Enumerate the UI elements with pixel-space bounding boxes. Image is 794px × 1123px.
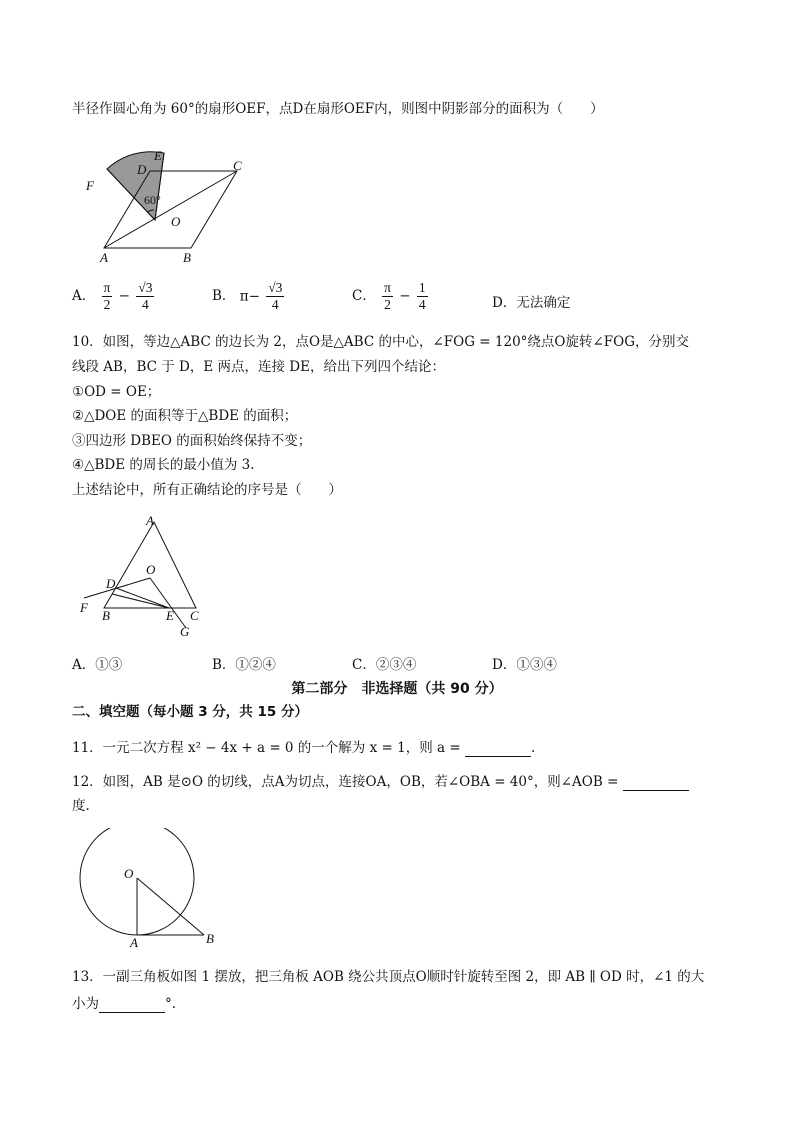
q10-conclusion-2: ②△DOE 的面积等于△BDE 的面积； [72,408,298,424]
q9-label-F: F [86,178,94,193]
q9-option-a[interactable]: A． $\frac{\pi}{2}$ − $\frac{√3}{4}$ [72,280,153,312]
q10-label-E: E [166,608,174,623]
q9-label-E: E [154,148,162,163]
q12-line1 [72,772,689,791]
q9-option-d[interactable]: D．无法确定 [492,295,571,311]
part2-title: 第二部分 非选择题（共 90 分） [291,681,503,697]
q10-conclusion-3: ③四边形 DBEO 的面积始终保持不变； [72,433,312,449]
q10-stem-line1: 10．如图，等边△ABC 的边长为 2，点O是△ABC 的中心，∠FOG = 120°绕点O旋转∠FOG，分别交 [72,334,690,350]
q10-label-A: A [146,513,154,528]
q9-label-A: A [100,250,108,265]
q10-figure [74,512,214,642]
q9-label-angle: 60° [144,193,161,207]
q12-line2: 度. [72,798,90,814]
q9-option-b[interactable]: B． π− $\frac{√3}{4}$ [212,280,283,312]
q10-question: 上述结论中，所有正确结论的序号是（ ） [72,482,342,498]
q10-option-d[interactable]: D．①③④ [492,657,557,673]
q12-text: 12．如图，AB 是⊙O 的切线，点A为切点，连接OA，OB，若∠OBA = 40°，则∠AOB = [72,774,619,790]
q12-answer-blank[interactable] [623,772,689,791]
q9-label-O: O [171,214,181,229]
q9-stem: 半径作圆心角为 60°的扇形OEF，点D在扇形OEF内，则图中阴影部分的面积为（ ） [72,101,604,117]
section2-title: 二、填空题（每小题 3 分，共 15 分） [72,704,308,720]
q10-label-O: O [146,562,156,577]
q10-label-D: D [106,576,116,591]
q10-conclusion-1: ①OD = OE； [72,384,161,400]
q10-label-F: F [80,600,88,615]
q9-figure [70,146,260,266]
q10-option-a[interactable]: A．①③ [72,657,123,673]
q10-conclusion-4: ④△BDE 的周长的最小值为 3. [72,457,255,473]
q9-label-D: D [137,162,147,177]
q10-label-C: C [190,608,199,623]
q10-label-B: B [102,608,110,623]
q13-line1: 13．一副三角板如图 1 摆放，把三角板 AOB 绕公共顶点O顺时针旋转至图 2，即 AB ∥ OD 时，∠1 的大 [72,969,705,985]
q10-option-c[interactable]: C．②③④ [352,657,417,673]
q12-label-A: A [130,935,138,950]
q10-label-G: G [180,624,190,639]
q11: 11．一元二次方程 x² − 4x + a = 0 的一个解为 x = 1，则 a = . [72,740,536,756]
q12-figure [76,828,226,950]
q9-label-B: B [183,250,191,265]
q11-text: 11．一元二次方程 x² − 4x + a = 0 的一个解为 x = 1，则 a = [72,740,461,756]
q9-label-C: C [233,158,242,173]
q9-option-c[interactable]: C． $\frac{\pi}{2}$ − $\frac{1}{4}$ [352,280,426,312]
q13-answer-blank[interactable] [99,994,165,1013]
q11-answer-blank[interactable] [465,738,531,757]
q12-label-B: B [206,931,214,946]
q13-line2: 小为 °. [72,996,177,1012]
q12-label-O: O [124,866,134,881]
q10-option-b[interactable]: B．①②④ [212,657,276,673]
q10-stem-line2: 线段 AB，BC 于 D，E 两点，连接 DE，给出下列四个结论： [72,359,445,375]
